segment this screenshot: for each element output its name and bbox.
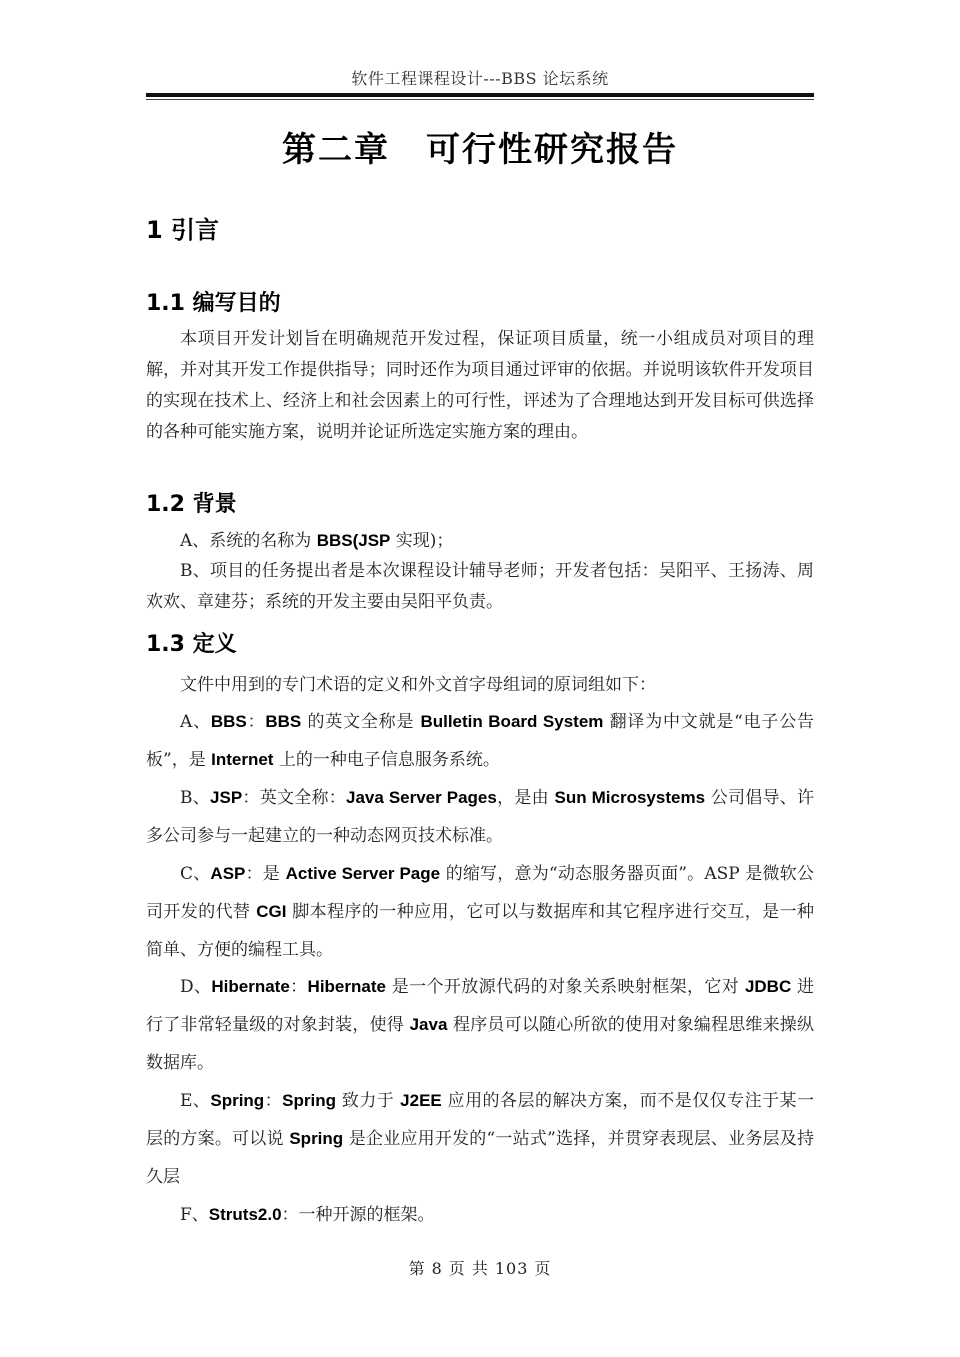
text-span: ：英文全称： <box>242 788 347 808</box>
purpose-paragraph: 本项目开发计划旨在明确规范开发过程，保证项目质量，统一小组成员对项目的理解，并对其开发工作提供指导；同时还作为项目通过评审的依据。并说明该软件开发项目的实现在技术上、经济上和社会因素上的可行性，评述为了合理地达到开发目标可供选择的各种可能实施方案，说明并论证所选定实施方案的理由。 <box>146 329 814 442</box>
definition-b-jsp <box>146 779 814 855</box>
text-span: ，是由 <box>496 788 555 808</box>
text-span: 实现)； <box>390 531 454 551</box>
definition-f-struts <box>146 1196 814 1234</box>
bold-term: BBS <box>265 712 302 731</box>
text-span: 是企业应用开发的“一站式”选择，并贯穿表现层、业务层及持久层 <box>146 1129 814 1187</box>
bold-term: Internet <box>211 750 274 769</box>
section-heading-purpose: 1.1 编写目的 <box>146 291 281 316</box>
definitions-intro: 文件中用到的专门术语的定义和外文首字母组词的原词组如下： <box>180 675 656 695</box>
bold-term: BBS(JSP <box>316 531 391 550</box>
bold-term: Spring <box>210 1091 265 1110</box>
section-heading-definitions: 1.3 定义 <box>146 632 237 657</box>
definition-e-spring <box>146 1082 814 1196</box>
text-span: A、 <box>180 712 211 732</box>
section-heading-background: 1.2 背景 <box>146 492 237 517</box>
text-span: ：一种开源的框架。 <box>281 1205 435 1225</box>
text-span: A、系统的名称为 <box>180 531 317 551</box>
text-span: 应用的各层的解决方案，而不是仅仅专注于某一层的方案。可以说 <box>146 1091 815 1149</box>
text-span: 上的一种电子信息服务系统。 <box>273 750 500 770</box>
text-span: 进行了非常轻量级的对象封装，使得 <box>146 977 815 1035</box>
text-span: ： <box>289 977 308 997</box>
bold-term: CGI <box>256 902 287 921</box>
bold-term: Active Server Page <box>285 864 441 883</box>
bold-term: JSP <box>210 788 243 807</box>
text-span: 程序员可以随心所欲的使用对象编程思维来操纵数据库。 <box>146 1015 815 1073</box>
text-span: ： <box>246 712 266 732</box>
text-span: B、 <box>180 788 211 808</box>
bold-term: Spring <box>282 1091 336 1110</box>
footer-text: 页 <box>534 1259 552 1278</box>
chapter-title: 第二章 可行性研究报告 <box>282 130 678 170</box>
bold-term: Sun Microsystems <box>554 788 706 807</box>
current-page-number: 8 <box>431 1259 443 1278</box>
running-header: 软件工程课程设计---BBS 论坛系统 <box>351 69 609 88</box>
text-span: 脚本程序的一种应用，它可以与数据库和其它程序进行交互，是一种简单、方便的编程工具。 <box>146 902 814 960</box>
background-item-a <box>146 525 814 557</box>
bold-term: BBS <box>210 712 247 731</box>
developer-names: 吴阳平、王扬涛、周欢欢、章建芬 <box>146 561 815 612</box>
text-span: B、项目的任务提出者是本次课程设计辅导老师；开发者包括： <box>180 561 659 581</box>
header-rule-thick <box>146 93 814 97</box>
definition-a-bbs <box>146 703 814 779</box>
text-span: ：是 <box>245 864 286 884</box>
bold-term: Hibernate <box>307 977 386 996</box>
page-footer <box>146 1256 814 1279</box>
bold-term: Java Server Pages <box>346 788 497 807</box>
background-item-b <box>146 556 814 618</box>
text-span: D、 <box>180 977 212 997</box>
definition-c-asp <box>146 855 814 969</box>
text-span: 翻译为中文就是“电子公告板”，是 <box>146 712 815 770</box>
bold-term: Hibernate <box>211 977 290 996</box>
text-span: C、 <box>180 864 211 884</box>
text-span: 是一个开放源代码的对象关系映射框架，它对 <box>385 977 745 997</box>
text-span: F、 <box>180 1205 209 1225</box>
bold-term: Spring <box>289 1129 344 1148</box>
definition-d-hibernate <box>146 968 814 1082</box>
section-heading-intro: 1 引言 <box>146 216 220 244</box>
bold-term: Java <box>409 1015 448 1034</box>
text-span: 致力于 <box>336 1091 401 1111</box>
footer-text: 共 <box>471 1259 489 1278</box>
text-span: 公司倡导、许多公司参与一起建立的一种动态网页技术标准。 <box>146 788 815 846</box>
bold-term: Bulletin Board System <box>420 712 604 731</box>
header-rule-thin <box>146 99 814 100</box>
total-page-count: 103 <box>494 1259 529 1278</box>
text-span: ；系统的开发主要由吴阳平负责。 <box>248 592 503 612</box>
text-span: E、 <box>180 1091 211 1111</box>
bold-term: JDBC <box>744 977 792 996</box>
bold-term: ASP <box>210 864 246 883</box>
footer-text: 第 <box>408 1259 426 1278</box>
text-span: 的英文全称是 <box>301 712 421 732</box>
bold-term: J2EE <box>400 1091 442 1110</box>
text-span: 的缩写，意为“动态服务器页面”。ASP 是微软公司开发的代替 <box>146 864 814 922</box>
footer-text: 页 <box>448 1259 466 1278</box>
bold-term: Struts2.0 <box>208 1205 282 1224</box>
text-span: ： <box>264 1091 283 1111</box>
